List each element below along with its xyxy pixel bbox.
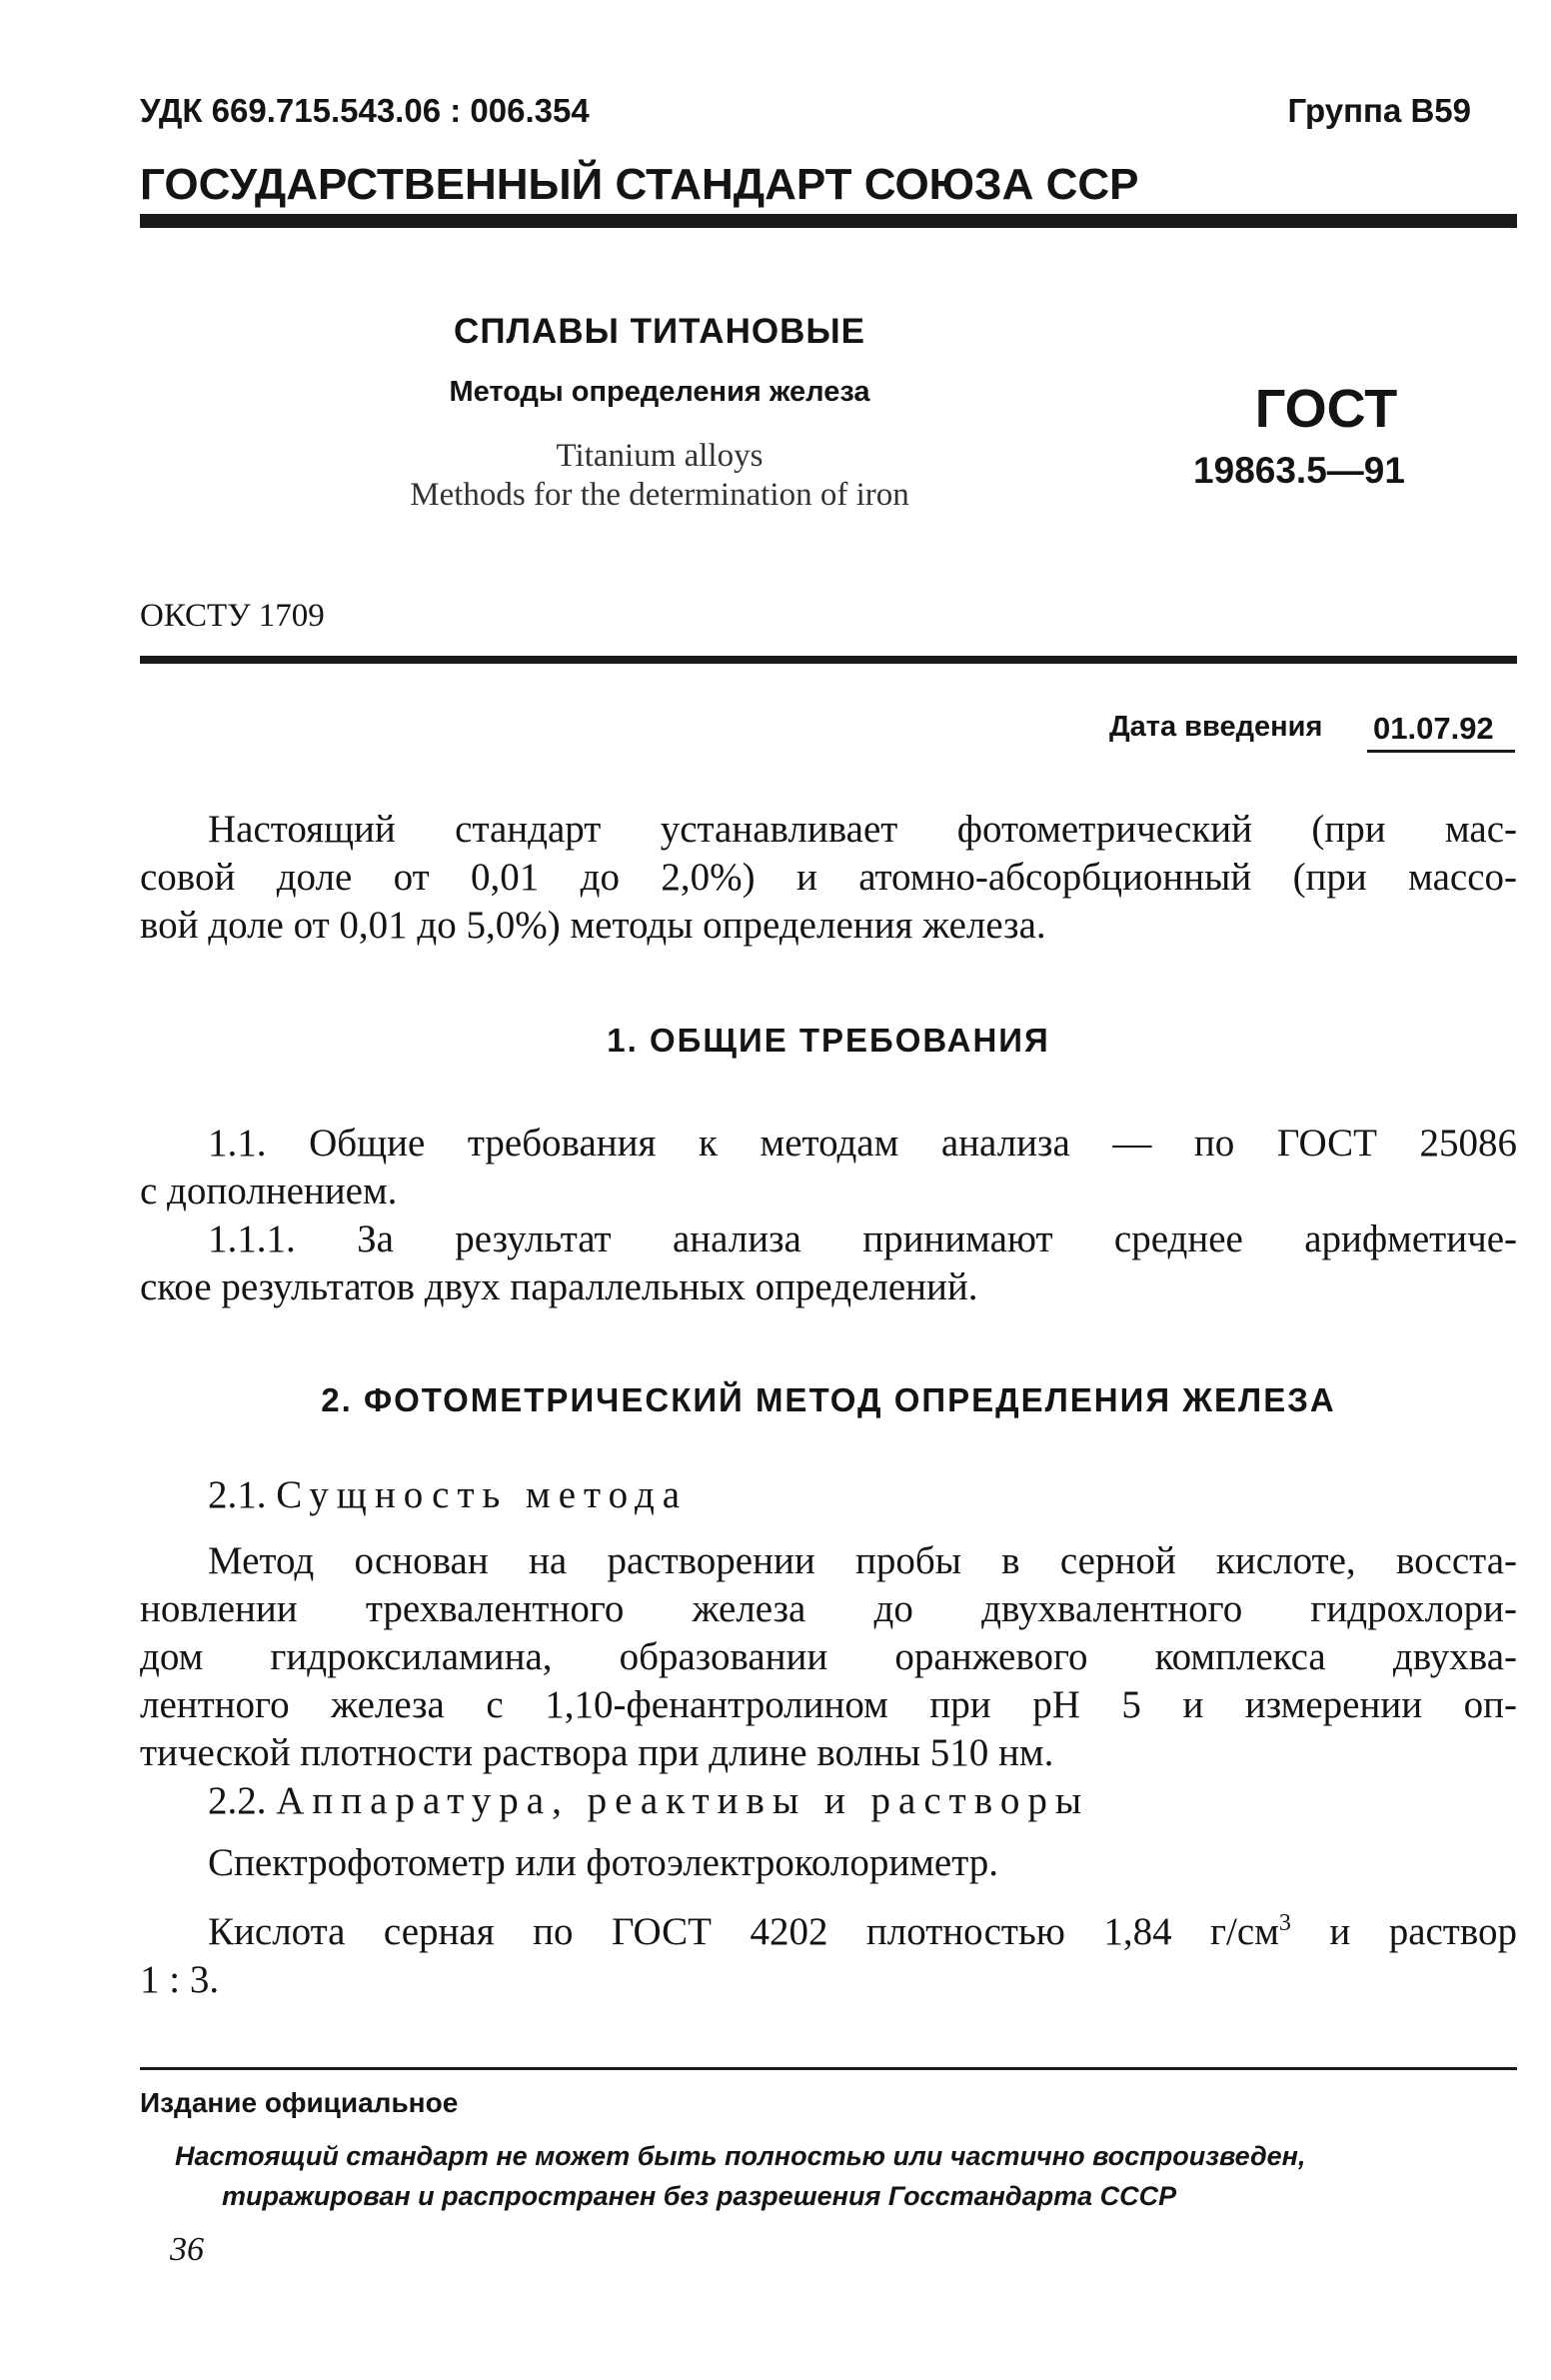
text-fragment: и раствор bbox=[1329, 1910, 1518, 1953]
section-heading: 2. ФОТОМЕТРИЧЕСКИЙ МЕТОД ОПРЕДЕЛЕНИЯ ЖЕЛЕЗА bbox=[321, 1381, 1336, 1418]
text-line: Настоящий стандарт устанавливает фотометрический (при мас- bbox=[208, 808, 1517, 851]
text-line: Спектрофотометр или фотоэлектроколориметр. bbox=[208, 1841, 998, 1884]
subsection-title: Сущность метода bbox=[276, 1473, 689, 1516]
document-title: СПЛАВЫ ТИТАНОВЫЕ bbox=[454, 312, 865, 351]
paragraph-2-2 bbox=[140, 1839, 1517, 2004]
title-rule bbox=[140, 656, 1517, 664]
header-rule bbox=[140, 214, 1517, 228]
paragraph-1-1-1 bbox=[140, 1215, 1517, 1311]
intro-date-underline bbox=[1367, 750, 1515, 753]
english-title-line1: Titanium alloys bbox=[556, 438, 764, 474]
udc-code: УДК 669.715.543.06 : 006.354 bbox=[140, 92, 590, 129]
subsection-number: 2.1. bbox=[208, 1473, 267, 1516]
text-line: 1 : 3. bbox=[140, 1958, 220, 2001]
text-line bbox=[140, 1899, 1517, 1956]
subsection-2-1-heading bbox=[208, 1471, 1507, 1519]
intro-paragraph bbox=[140, 806, 1517, 950]
edition-label: Издание официальное bbox=[140, 2087, 459, 2118]
copyright-notice-line1: Настоящий стандарт не может быть полностью или частично воспроизведен, bbox=[175, 2141, 1306, 2171]
paragraph-1-1 bbox=[140, 1120, 1517, 1215]
paragraph-2-1 bbox=[140, 1537, 1517, 1777]
text-line: совой доле от 0,01 до 2,0%) и атомно-абсорбционный (при массо- bbox=[140, 856, 1517, 899]
subsection-number: 2.2. bbox=[208, 1779, 267, 1822]
section-heading: 1. ОБЩИЕ ТРЕБОВАНИЯ bbox=[607, 1022, 1050, 1059]
text-line: дом гидроксиламина, образовании оранжевого комплекса двухва- bbox=[140, 1635, 1517, 1678]
gost-number: 19863.5—91 bbox=[1193, 450, 1405, 491]
text-line: вой доле от 0,01 до 5,0%) методы определения железа. bbox=[140, 904, 1046, 947]
intro-date-label: Дата введения bbox=[1109, 711, 1323, 743]
subsection-title: Аппаратура, реактивы и растворы bbox=[276, 1779, 1090, 1822]
text-line: лентного железа с 1,10-фенантролином при pH 5 и измерении оп- bbox=[140, 1683, 1517, 1726]
footer-rule bbox=[140, 2067, 1517, 2070]
text-line: тической плотности раствора при длине волны 510 нм. bbox=[140, 1731, 1054, 1774]
text-line: 1.1.1. За результат анализа принимают среднее арифметиче- bbox=[208, 1217, 1517, 1260]
document-subtitle: Методы определения железа bbox=[449, 376, 870, 408]
copyright-notice-line2: тиражирован и распространен без разрешения Госстандарта СССР bbox=[222, 2181, 1177, 2211]
state-standard-banner: ГОСУДАРСТВЕННЫЙ СТАНДАРТ СОЮЗА ССР bbox=[140, 160, 1139, 209]
intro-date-value: 01.07.92 bbox=[1373, 711, 1494, 746]
superscript: 3 bbox=[1278, 1910, 1291, 1936]
text-line: 1.1. Общие требования к методам анализа — по ГОСТ 25086 bbox=[208, 1122, 1517, 1165]
group-code: Группа В59 bbox=[1287, 92, 1471, 129]
english-title-line2: Methods for the determination of iron bbox=[410, 477, 909, 513]
text-fragment: Кислота серная по ГОСТ 4202 плотностью 1,84 г/см bbox=[208, 1910, 1279, 1953]
page-number: 36 bbox=[170, 2231, 204, 2268]
text-line: с дополнением. bbox=[140, 1170, 398, 1212]
text-line: ское результатов двух параллельных определений. bbox=[140, 1265, 978, 1308]
text-line: Метод основан на растворении пробы в серной кислоте, восста- bbox=[208, 1539, 1517, 1582]
text-line: новлении трехвалентного железа до двухвалентного гидрохлори- bbox=[140, 1587, 1517, 1630]
gost-label: ГОСТ bbox=[1254, 379, 1398, 439]
subsection-2-2-heading bbox=[208, 1777, 1507, 1825]
okstu-code: ОКСТУ 1709 bbox=[140, 598, 325, 634]
